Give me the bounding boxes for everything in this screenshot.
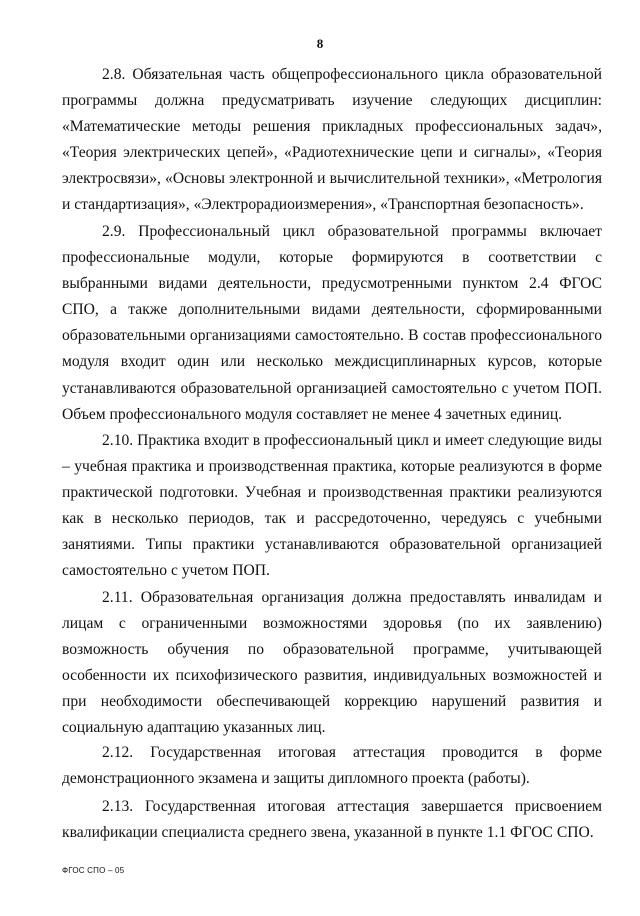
paragraph-number: 2.12. bbox=[102, 744, 134, 761]
page-number: 8 bbox=[316, 36, 324, 51]
paragraph-2-8 bbox=[62, 62, 602, 219]
paragraph-text: Государственная итоговая аттестация проводится в форме демонстрационного экзамена и защиты дипломного проекта (работы). bbox=[62, 744, 602, 788]
paragraph-number: 2.9. bbox=[102, 223, 126, 240]
paragraph-number: 2.8. bbox=[102, 66, 126, 83]
paragraph-text: Образовательная организация должна предоставлять инвалидам и лицам с ограниченными возможностями здоровья (по их заявлению) возможность обучения по образовательной программе, учитывающей особенности их психофизического развития, индивидуальных возможностей и при необходимости обеспечивающей коррекцию нарушений развития и социальную адаптацию указанных лиц. bbox=[62, 589, 602, 737]
paragraph-2-10 bbox=[62, 428, 602, 585]
paragraph-2-11 bbox=[62, 585, 602, 742]
paragraph-text: Государственная итоговая аттестация завершается присвоением квалификации специалиста среднего звена, указанной в пункте 1.1 ФГОС СПО. bbox=[62, 798, 602, 842]
paragraph-text: Обязательная часть общепрофессионального цикла образовательной программы должна предусматривать изучение следующих дисциплин: «Математические методы решения прикладных профессиональных задач», «Теория электрических цепей», «Радиотехнические цепи и сигналы», «Теория электросвязи», «Основы электронной и вычислительной техники», «Метрология и стандартизация», «Электрорадиоизмерения», «Транспортная безопасность». bbox=[62, 66, 602, 214]
paragraph-2-13 bbox=[62, 794, 602, 846]
footer-label: ФГОС СПО – 05 bbox=[62, 866, 125, 875]
paragraph-number: 2.13. bbox=[102, 798, 134, 815]
paragraph-2-12 bbox=[62, 740, 602, 792]
paragraph-2-9 bbox=[62, 219, 602, 428]
paragraph-text: Профессиональный цикл образовательной программы включает профессиональные модули, которые формируются в соответствии с выбранными видами деятельности, предусмотренными пунктом 2.4 ФГОС СПО, а также дополнительными видами деятельности, сформированными образовательными организациями самостоятельно. В состав профессионального модуля входит один или несколько междисциплинарных курсов, которые устанавливаются образовательной организацией самостоятельно с учетом ПОП. Объем профессионального модуля составляет не менее 4 зачетных единиц. bbox=[62, 223, 602, 423]
paragraph-number: 2.11. bbox=[102, 589, 133, 606]
paragraph-number: 2.10. bbox=[102, 432, 134, 449]
paragraph-text: Практика входит в профессиональный цикл и имеет следующие виды – учебная практика и производственная практика, которые реализуются в форме практической подготовки. Учебная и производственная практики реализуются как в несколько периодов, так и рассредоточенно, чередуясь с учебными занятиями. Типы практики устанавливаются образовательной организацией самостоятельно с учетом ПОП. bbox=[62, 432, 602, 580]
